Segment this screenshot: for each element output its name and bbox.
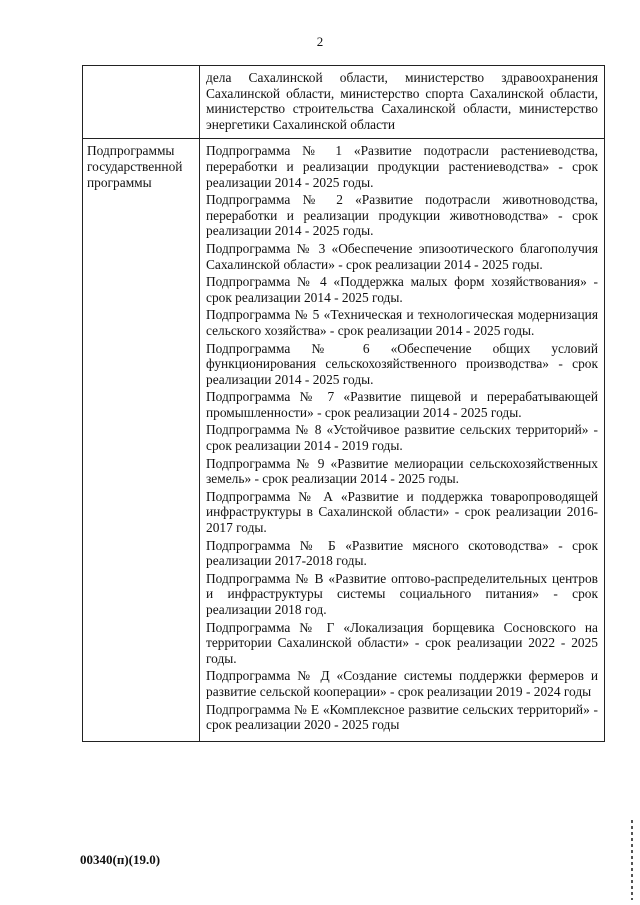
subprogram-b: Подпрограмма № Б «Развитие мясного скотоводства» - срок реализации 2017-2018 годы.	[206, 537, 598, 569]
row-label-subprograms: Подпрограммы государственной программы	[83, 139, 200, 741]
subprogram-a: Подпрограмма № А «Развитие и поддержка товаропроводящей инфраструктуры в Сахалинской области» - срок реализации 2016-2017 годы.	[206, 488, 598, 536]
subprogram-7: Подпрограмма № 7 «Развитие пищевой и перерабатывающей промышленности» - срок реализации 2014 - 2025 годы.	[206, 389, 598, 420]
subprogram-1: Подпрограмма № 1 «Развитие подотрасли растениеводства, переработки и реализации продукции растениеводства» - срок реализации 2014 - 2025 годы.	[206, 143, 598, 190]
subprogram-4: Подпрограмма № 4 «Поддержка малых форм хозяйствования» - срок реализации 2014 - 2025 годы.	[206, 274, 598, 305]
subprogram-3: Подпрограмма № 3 «Обеспечение эпизоотического благополучия Сахалинской области» - срок реализации 2014 - 2025 годы.	[206, 240, 598, 272]
subprogram-2: Подпрограмма № 2 «Развитие подотрасли животноводства, переработки и реализации продукции животноводства» - срок реализации 2014 - 2025 годы.	[206, 192, 598, 239]
table-row	[83, 139, 605, 741]
program-passport-table	[82, 65, 605, 742]
table-cell-empty	[83, 66, 200, 139]
page-number: 2	[316, 34, 324, 49]
subprogram-g: Подпрограмма № Г «Локализация борщевика Сосновского на территории Сахалинской области» - срок реализации 2022 - 2025 годы.	[206, 619, 598, 666]
document-code: 00340(п)(19.0)	[80, 852, 161, 867]
subprogram-5: Подпрограмма № 5 «Техническая и технологическая модернизация сельского хозяйства» - срок реализации 2014 - 2025 годы.	[206, 307, 598, 338]
subprogram-v: Подпрограмма № В «Развитие оптово-распределительных центров и инфраструктуры системы социального питания» - срок реализации 2018 год.	[206, 570, 598, 617]
responsible-executors-continuation: дела Сахалинской области, министерство здравоохранения Сахалинской области, министерство спорта Сахалинской области, министерство строительства Сахалинской области, министерство энергетики Сахалинской области	[200, 66, 605, 139]
subprograms-list	[200, 139, 605, 741]
subprogram-6: Подпрограмма № 6 «Обеспечение общих условий функционирования сельскохозяйственного производства» - срок реализации 2014 - 2025 годы.	[206, 340, 598, 387]
scan-edge-mark	[631, 820, 633, 900]
table-row	[83, 66, 605, 139]
subprogram-d: Подпрограмма № Д «Создание системы поддержки фермеров и развитие сельской кооперации» - срок реализации 2019 - 2024 годы	[206, 668, 598, 699]
subprogram-9: Подпрограмма № 9 «Развитие мелиорации сельскохозяйственных земель» - срок реализации 2014 - 2025 годы.	[206, 455, 598, 487]
subprogram-e: Подпрограмма № Е «Комплексное развитие сельских территорий» - срок реализации 2020 - 2025 годы	[206, 701, 598, 733]
subprogram-8: Подпрограмма № 8 «Устойчивое развитие сельских территорий» - срок реализации 2014 - 2019 годы.	[206, 422, 598, 454]
